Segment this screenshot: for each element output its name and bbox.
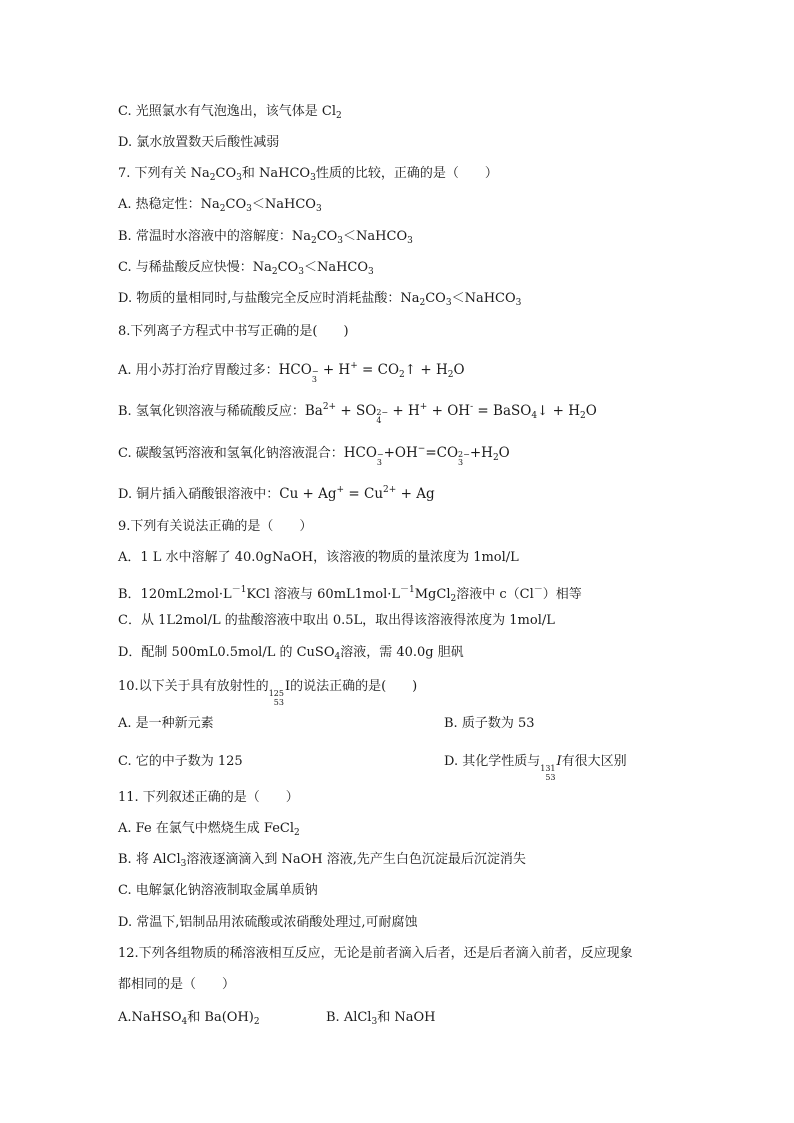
isotope-notation-125: 125 53 xyxy=(268,689,284,707)
q8-equation-d: $Cu + Ag^+ = Cu^{2+} + Ag$ xyxy=(279,485,435,502)
q7-option-d: D. 物质的量相同时,与盐酸完全反应时消耗盐酸：$Na_2CO_3<NaHCO_3$ xyxy=(118,291,522,308)
q8-equation-c: HCO − 3 +OH−=CO 2− 3 $+H_2O$ xyxy=(343,444,510,467)
q8-stem: 8.下列离子方程式中书写正确的是( ) xyxy=(118,324,349,339)
q11-option-b: B. 将 AlCl$_3$溶液逐滴滴入到 NaOH 溶液,先产生白色沉淀最后沉淀消失 xyxy=(118,852,526,869)
q7-option-c: C. 与稀盐酸反应快慢：$Na_2CO_3<NaHCO_3$ xyxy=(118,260,374,277)
q8-option-c: C. 碳酸氢钙溶液和氢氧化钠溶液混合：HCO − 3 +OH−=CO 2− 3 $+H_2O$ xyxy=(118,444,510,467)
q11-stem: 11. 下列叙述正确的是（ ） xyxy=(118,790,299,805)
q6-option-d: D. 氯水放置数天后酸性减弱 xyxy=(118,135,280,150)
q8-option-b: B. 氢氧化钡溶液与稀硫酸反应：$Ba^{2+}$ + SO 2− 4 + H+ + OH- = BaSO$_4$↓ + $H_2O$ xyxy=(118,402,597,425)
q7-option-b: B. 常温时水溶液中的溶解度：$Na_2CO_3<NaHCO_3$ xyxy=(118,229,413,246)
q12-stem-line2: 都相同的是（ ） xyxy=(118,977,236,992)
q9-option-d: D．配制 500mL0.5mol/L 的 CuSO$_4$溶液，需 40.0g 胆矾 xyxy=(118,645,464,662)
q10-stem: 10.以下关于具有放射性的 125 53 I的说法正确的是( ) xyxy=(118,679,418,707)
isotope-notation-131: 131 53 xyxy=(540,764,556,782)
q7-option-a: A. 热稳定性：$Na_2CO_3<NaHCO_3$ xyxy=(118,197,322,214)
q12-option-b: B. AlCl$_3$和 NaOH xyxy=(326,1010,436,1027)
q9-option-b: B．$120mL2mol\cdot L^{-1}KCl$ 溶液与 $60mL1mol\cdot L^{-1}MgCl_2$溶液中 c（Cl－）相等 xyxy=(118,585,582,604)
q8-option-a: A. 用小苏打治疗胃酸过多：HCO − 3 + $H^+ = CO_2↑ + H_2O$ xyxy=(118,361,465,384)
q8-equation-b: $Ba^{2+}$ + SO 2− 4 + H+ + OH- = BaSO$_4$↓ + $H_2O$ xyxy=(304,402,597,425)
q8-equation-a: HCO − 3 + $H^+ = CO_2↑ + H_2O$ xyxy=(278,361,465,384)
q10-option-b: B. 质子数为 53 xyxy=(444,716,535,731)
q9-option-c: C．从 1L2mol/L 的盐酸溶液中取出 0.5L，取出得该溶液得浓度为 1mol/L xyxy=(118,613,555,628)
q9-option-a: A．1 L 水中溶解了 40.0gNaOH，该溶液的物质的量浓度为 1mol/L xyxy=(118,550,519,565)
q11-option-c: C. 电解氯化钠溶液制取金属单质钠 xyxy=(118,883,318,898)
q10-option-a: A. 是一种新元素 xyxy=(118,716,214,731)
q10-option-d: D. 其化学性质与 131 53 I有很大区别 xyxy=(444,754,627,782)
q12-stem-line1: 12.下列各组物质的稀溶液相互反应，无论是前者滴入后者，还是后者滴入前者，反应现象 xyxy=(118,946,633,961)
q10-option-c: C. 它的中子数为 125 xyxy=(118,754,243,769)
q11-option-d: D. 常温下,铝制品用浓硫酸或浓硝酸处理过,可耐腐蚀 xyxy=(118,915,418,930)
q12-option-a: A.NaHSO$_4$和 $Ba(OH)_2$ xyxy=(118,1010,260,1027)
q8-option-d: D. 铜片插入硝酸银溶液中：$Cu + Ag^+ = Cu^{2+} + Ag$ xyxy=(118,485,435,502)
q9-stem: 9.下列有关说法正确的是（ ） xyxy=(118,519,313,534)
q7-stem: 7. 下列有关 $Na_2CO_3$和 NaHCO$_3$性质的比较，正确的是（ ） xyxy=(118,166,498,183)
q11-option-a: A. Fe 在氯气中燃烧生成 FeCl$_2$ xyxy=(118,821,300,838)
q6-option-c: C. 光照氯水有气泡逸出，该气体是 $Cl_2$ xyxy=(118,104,342,121)
